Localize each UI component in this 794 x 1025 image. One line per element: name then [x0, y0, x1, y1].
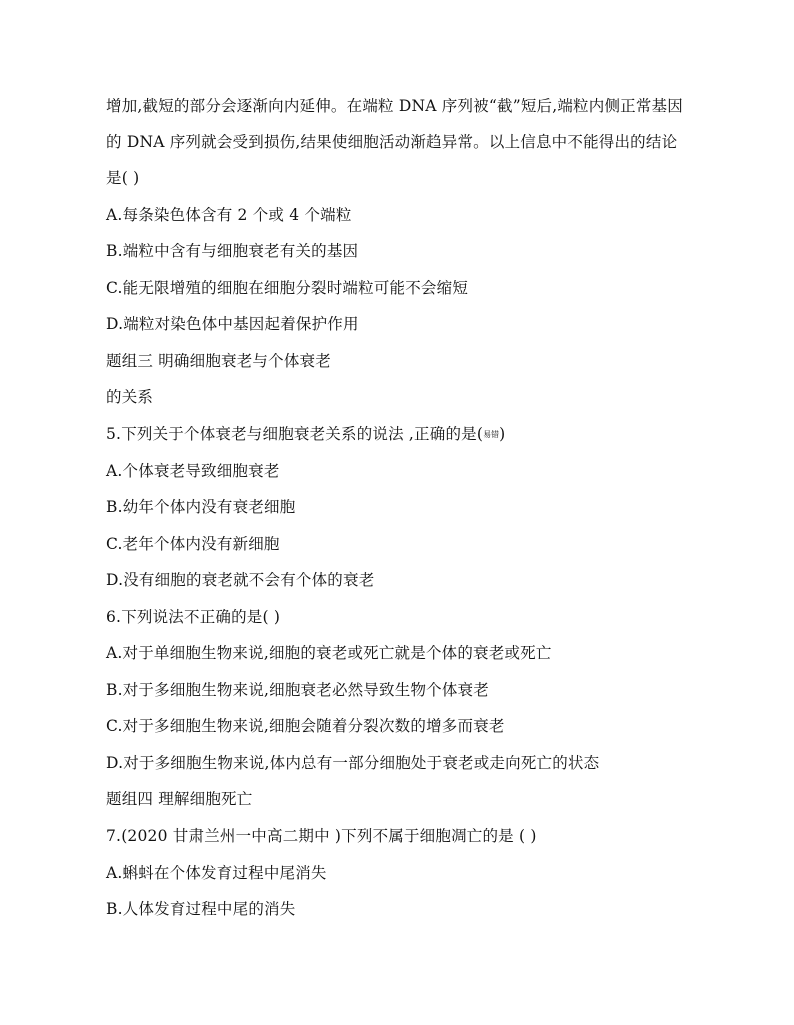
- error-prone-note: 易错: [483, 430, 500, 439]
- question-5-close-bracket: ): [499, 425, 506, 443]
- question-5-text: 5.下列关于个体衰老与细胞衰老关系的说法 ,正确的是(: [106, 425, 484, 443]
- option-d: D.端粒对染色体中基因起着保护作用: [106, 315, 359, 333]
- q6-option-b: B.对于多细胞生物来说,细胞衰老必然导致生物个体衰老: [106, 681, 489, 699]
- q6-option-c: C.对于多细胞生物来说,细胞会随着分裂次数的增多而衰老: [106, 717, 505, 735]
- question-6: 6.下列说法不正确的是( ): [106, 608, 281, 626]
- q5-option-a: A.个体衰老导致细胞衰老: [106, 462, 280, 480]
- q5-option-d: D.没有细胞的衰老就不会有个体的衰老: [106, 571, 375, 589]
- q5-option-c: C.老年个体内没有新细胞: [106, 535, 280, 553]
- question-7: 7.(2020 甘肃兰州一中高二期中 )下列不属于细胞凋亡的是 ( ): [106, 827, 537, 845]
- q6-option-a: A.对于单细胞生物来说,细胞的衰老或死亡就是个体的衰老或死亡: [106, 644, 552, 662]
- option-b: B.端粒中含有与细胞衰老有关的基因: [106, 242, 359, 260]
- q6-option-d: D.对于多细胞生物来说,体内总有一部分细胞处于衰老或走向死亡的状态: [106, 754, 600, 772]
- option-c: C.能无限增殖的细胞在细胞分裂时端粒可能不会缩短: [106, 279, 469, 297]
- section-heading-3-continued: 的关系: [106, 388, 154, 406]
- section-heading-3: 题组三 明确细胞衰老与个体衰老: [106, 352, 331, 370]
- q7-option-a: A.蝌蚪在个体发育过程中尾消失: [106, 864, 327, 882]
- question-answer-bracket: 是( ): [106, 169, 140, 187]
- text-line-2: 的 DNA 序列就会受到损伤,结果使细胞活动渐趋异常。以上信息中不能得出的结论: [106, 133, 678, 151]
- section-heading-4: 题组四 理解细胞死亡: [106, 790, 253, 808]
- option-a: A.每条染色体含有 2 个或 4 个端粒: [106, 206, 352, 224]
- q7-option-b: B.人体发育过程中尾的消失: [106, 900, 296, 918]
- text-line-1: 增加,截短的部分会逐渐向内延伸。在端粒 DNA 序列被“截”短后,端粒内侧正常基因: [106, 97, 683, 115]
- question-5: [106, 424, 505, 445]
- q5-option-b: B.幼年个体内没有衰老细胞: [106, 498, 296, 516]
